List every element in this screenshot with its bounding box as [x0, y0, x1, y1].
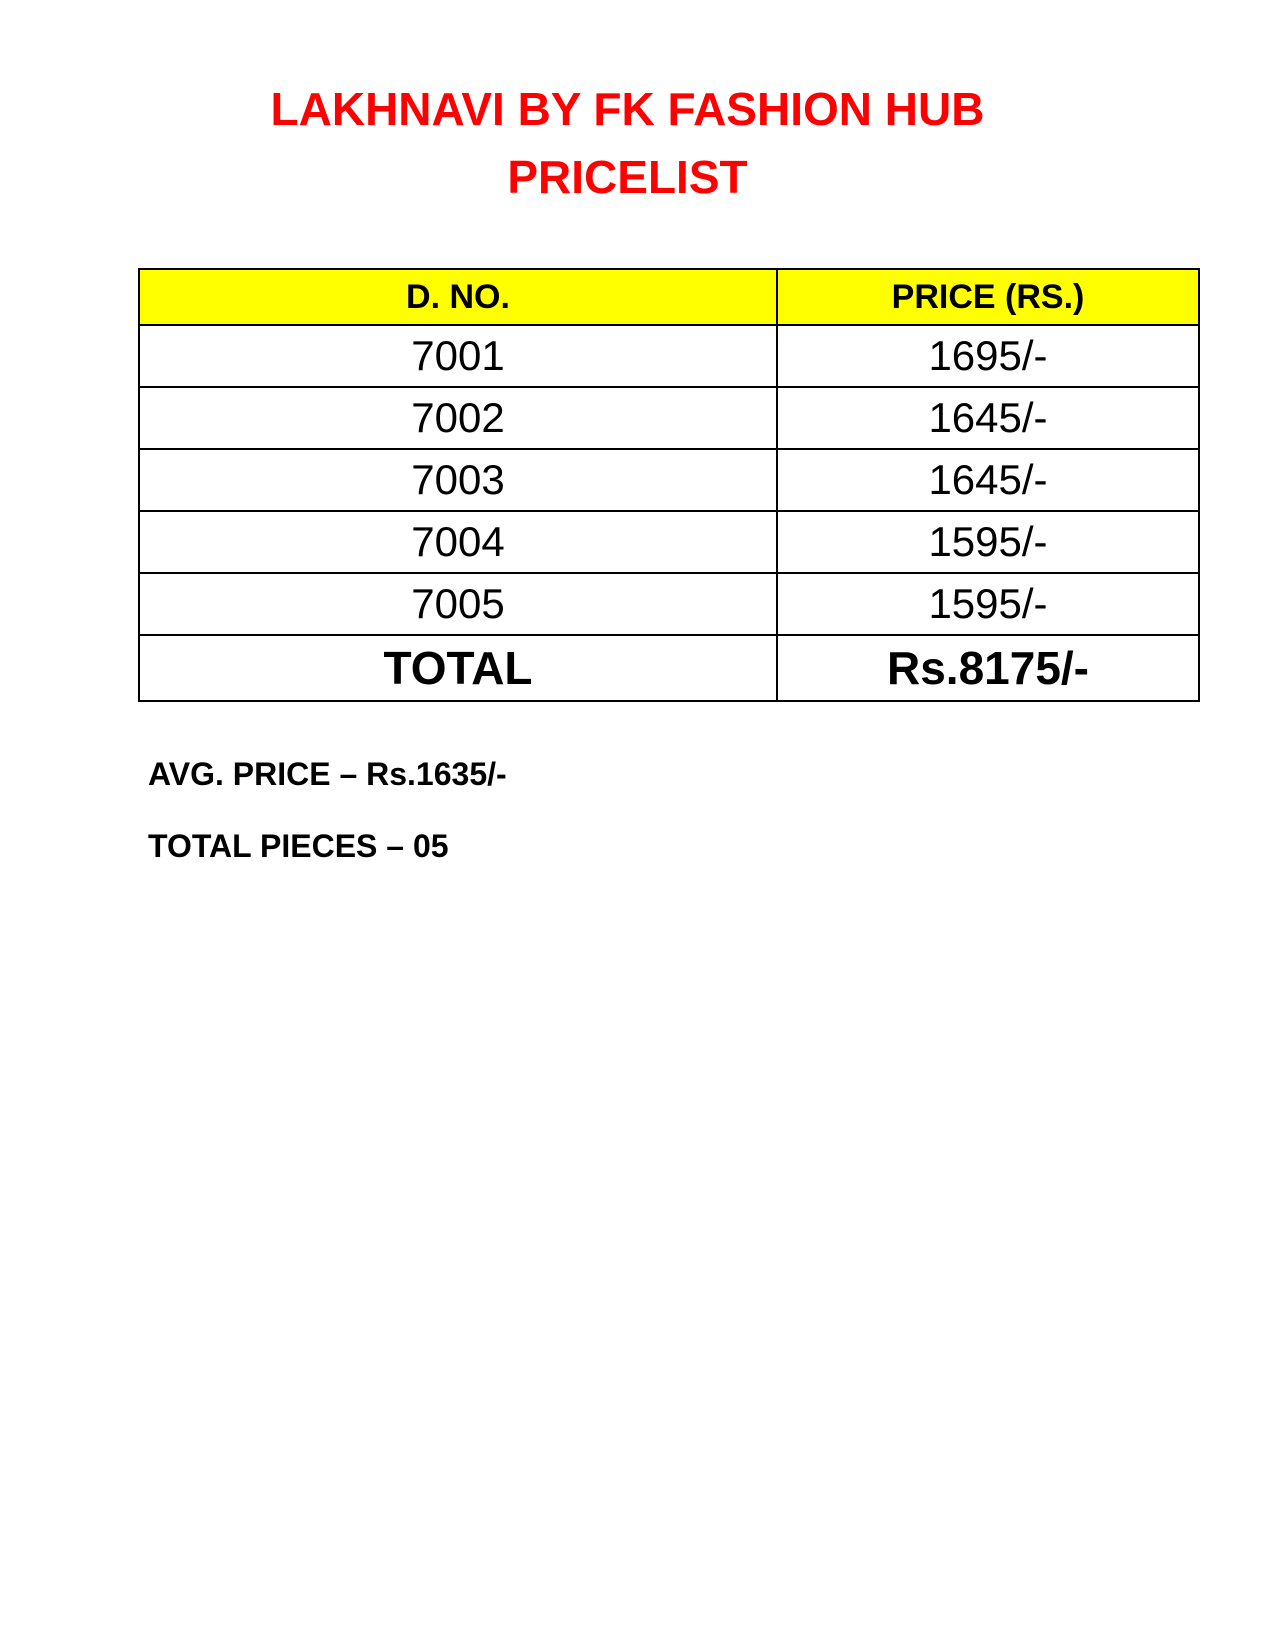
table-row	[139, 325, 1199, 387]
design-no-cell: 7001	[139, 325, 777, 387]
table-row	[139, 449, 1199, 511]
design-no-cell: 7005	[139, 573, 777, 635]
price-cell: 1595/-	[777, 511, 1199, 573]
table-header-row	[139, 269, 1199, 325]
table-row	[139, 573, 1199, 635]
price-cell: 1645/-	[777, 387, 1199, 449]
table-row	[139, 387, 1199, 449]
column-header-design-no: D. NO.	[139, 269, 777, 325]
design-no-cell: 7004	[139, 511, 777, 573]
total-value: Rs.8175/-	[777, 635, 1199, 701]
table-row	[139, 511, 1199, 573]
column-header-price: PRICE (RS.)	[777, 269, 1199, 325]
avg-price-text: AVG. PRICE – Rs.1635/-	[148, 756, 507, 792]
design-no-cell: 7002	[139, 387, 777, 449]
total-label: TOTAL	[139, 635, 777, 701]
price-cell: 1595/-	[777, 573, 1199, 635]
total-pieces-text: TOTAL PIECES – 05	[148, 828, 449, 864]
price-cell: 1695/-	[777, 325, 1199, 387]
price-cell: 1645/-	[777, 449, 1199, 511]
price-table	[138, 268, 1200, 702]
page-subtitle: PRICELIST	[507, 151, 748, 203]
total-row	[139, 635, 1199, 701]
page-title: LAKHNAVI BY FK FASHION HUB	[270, 83, 985, 135]
design-no-cell: 7003	[139, 449, 777, 511]
